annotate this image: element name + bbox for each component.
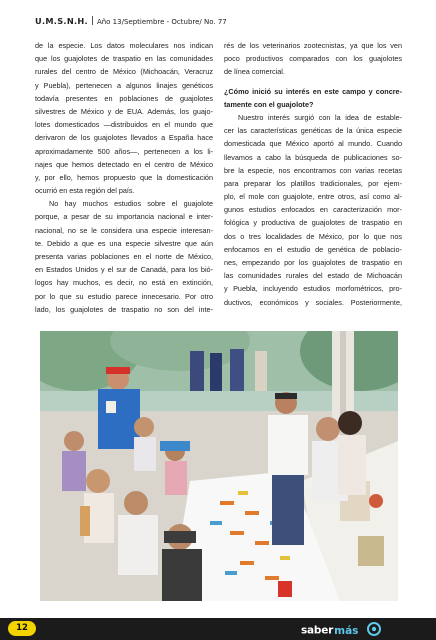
text-line: fológica y productiva de guajolotes de traspatio en <box>224 218 402 228</box>
right-text-column <box>224 39 402 309</box>
text-line: presenta varias poblaciones en el norte de México, <box>35 252 213 261</box>
subheading-line: tamente con el guajolote? <box>224 99 314 109</box>
text-line: nacional, no se le considera una especie interesan- <box>35 225 213 235</box>
text-line: y Puebla, incluyendo estudios morfométricos, pro- <box>224 284 402 294</box>
brand-mas-text: más <box>334 624 359 637</box>
text-line: en Estados Unidos y el sur de Canadá, para los bió- <box>35 265 213 275</box>
issue-label: Año 13/Septiembre - Octubre/ No. 77 <box>96 18 227 26</box>
text-line: rurales del centro de México (Michoacán, Veracruz <box>35 67 213 77</box>
text-line: domesticada que México aportó al mundo. Cuando <box>224 139 402 149</box>
text-line: y, por ello, hemos propuesto que la domesticación <box>35 172 213 182</box>
text-line: todavía presentes en poblaciones de guajolotes <box>35 93 213 103</box>
text-line: nes, empezando por los guajolotes de traspatio en <box>224 258 402 267</box>
text-line: No hay muchos estudios sobre el guajolote <box>49 199 213 209</box>
running-header <box>35 9 227 26</box>
text-line: bre la especie, nos encontramos con varias recetas <box>224 165 402 175</box>
text-line: derivaron de los guajolotes llevados a España hace <box>35 133 213 143</box>
brand-logo <box>301 620 382 638</box>
text-line: y Puebla), pertenecen a algunos linajes genéticos <box>35 80 213 90</box>
text-line: aproximadamente 500 años—, pertenecen a los li- <box>35 146 213 156</box>
text-line: por lo que su estudio parece innecesario. Por otro <box>35 291 213 301</box>
text-line: llevamos a cabo la búsqueda de publicaciones so- <box>224 152 402 162</box>
text-line: porque, a pesar de su importancia nacional e inter- <box>35 212 213 222</box>
text-line: para preparar los platillos tradicionales, por ejem- <box>224 178 402 188</box>
left-text-column <box>35 39 213 316</box>
text-line: te. Debido a que es una especie silvestre que aún <box>35 238 213 248</box>
page-number: 12 <box>8 621 36 636</box>
text-line: silvestres de México y de EUA. Además, los guajo- <box>35 106 213 116</box>
brand-swirl-icon <box>366 621 382 640</box>
text-line: ductivos, económicos y sociales. Posteriormente, <box>224 297 402 307</box>
text-line: logos hay muchos, es decir, no está en extinción, <box>35 278 213 288</box>
text-line: ocurrió en esta región del país. <box>35 186 135 196</box>
text-line: Nuestro interés surgió con la idea de estable- <box>238 112 402 122</box>
text-line: de la especie. Los datos moleculares nos indican <box>35 41 213 50</box>
text-line: de línea comercial. <box>224 67 285 77</box>
text-line: que los guajolotes de traspatio en las comunidades <box>35 54 213 64</box>
text-line: najes que hemos detectado en el centro de México <box>35 159 213 169</box>
text-line: enfocamos en el estudio de genética de poblacio- <box>224 244 402 254</box>
brand-saber-text: saber <box>301 624 334 637</box>
text-line: cer las características genéticas de la única especie <box>224 126 402 136</box>
event-photo <box>40 331 398 601</box>
text-line: lado, los guajolotes de traspatio no son del inte- <box>35 304 213 314</box>
subheading-line: ¿Cómo inició su interés en este campo y concre- <box>224 86 402 96</box>
text-line: lotes domesticados —distribuidos en el mundo que <box>35 120 213 130</box>
text-line: gunos estudios enfocados en caracterización mor- <box>224 205 402 215</box>
header-divider <box>92 16 93 25</box>
text-line: dos o tres localidades de México, por lo que nos <box>224 231 402 241</box>
text-line: rés de los veterinarios zootecnistas, ya que los ven <box>224 41 402 50</box>
publication-name: U.M.S.N.H. <box>35 16 88 26</box>
text-line: plo, el mole con guajolote, entre otros, así como al- <box>224 192 402 202</box>
text-line: poco productivos comparados con los guajolotes <box>224 54 402 64</box>
text-line: las comunidades rurales del estado de Michoacán <box>224 271 402 281</box>
